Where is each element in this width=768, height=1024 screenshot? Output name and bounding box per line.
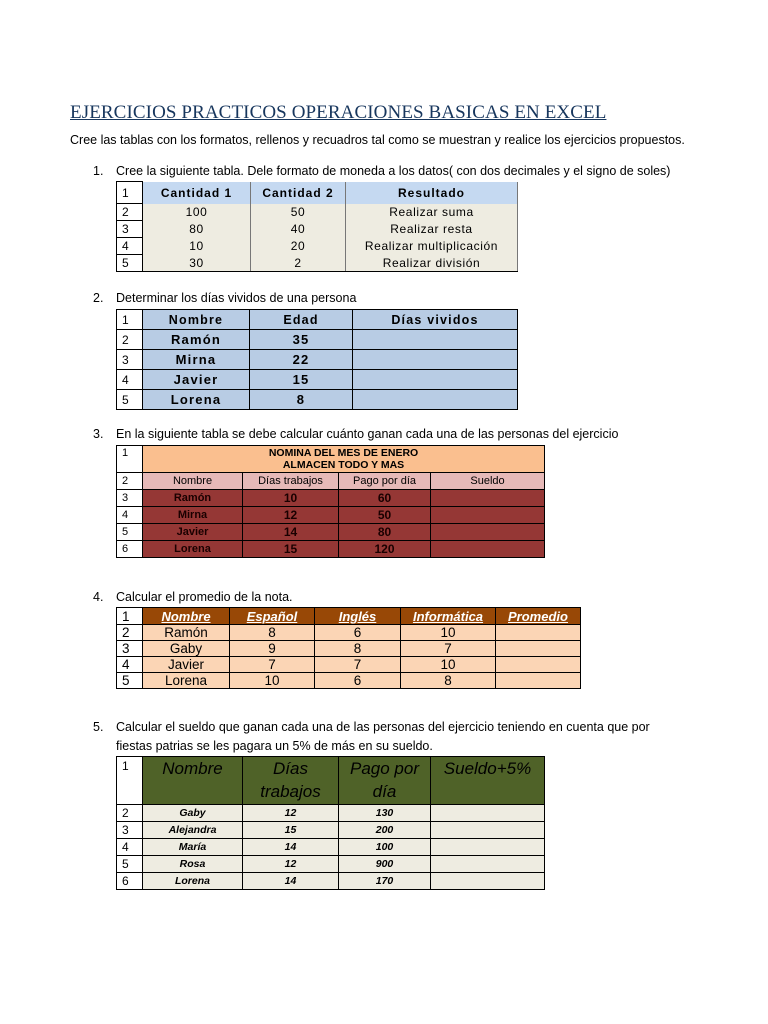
table-cell	[431, 873, 545, 890]
table-cell: 15	[243, 822, 339, 839]
row-number: 3	[117, 490, 143, 507]
table-cell	[431, 507, 545, 524]
table-cell: 12	[243, 507, 339, 524]
header-cell: Informática	[401, 608, 496, 625]
row-number: 5	[117, 390, 143, 410]
header-cell: Pago por día	[339, 473, 431, 490]
table-cell: 130	[339, 805, 431, 822]
row-number: 3	[117, 822, 143, 839]
table-cell: 35	[250, 330, 353, 350]
table-cell: 900	[339, 856, 431, 873]
table-cell	[496, 657, 581, 673]
table-cell	[431, 524, 545, 541]
table-cell: 14	[243, 873, 339, 890]
table-cell: 80	[339, 524, 431, 541]
table-cell: 12	[243, 856, 339, 873]
intro-text: Cree las tablas con los formatos, rellenos y recuadros tal como se muestran y realice los ejercicios propuestos.	[70, 133, 685, 147]
table-cell: 7	[401, 641, 496, 657]
exercise-4-table	[116, 607, 581, 689]
row-number: 3	[117, 641, 143, 657]
exercise-5-table	[116, 756, 545, 890]
exercise-5-instruction-line-2: fiestas patrias se les pagara un 5% de más en su sueldo.	[116, 739, 433, 753]
table-cell: Javier	[143, 657, 230, 673]
table-cell: 60	[339, 490, 431, 507]
table-cell	[431, 541, 545, 558]
row-number: 4	[117, 370, 143, 390]
table-cell: Gaby	[143, 641, 230, 657]
header-cell: Inglés	[315, 608, 401, 625]
exercise-4-instruction: 4. Calcular el promedio de la nota.	[93, 590, 293, 604]
row-number: 2	[117, 805, 143, 822]
table-title-line-2: ALMACEN TODO Y MAS	[282, 459, 405, 471]
table-cell: Lorena	[143, 390, 250, 410]
header-cell: Resultado	[346, 182, 518, 204]
table-cell	[431, 822, 545, 839]
row-number: 2	[117, 330, 143, 350]
table-cell: Javier	[143, 524, 243, 541]
table-cell: Realizar multiplicación	[346, 238, 518, 255]
header-cell: Promedio	[496, 608, 581, 625]
table-cell: 10	[401, 657, 496, 673]
row-number: 4	[117, 507, 143, 524]
table-cell: 8	[250, 390, 353, 410]
table-cell: 7	[230, 657, 315, 673]
table-cell: 14	[243, 839, 339, 856]
row-number: 3	[117, 221, 143, 238]
header-cell: Nombre	[143, 757, 243, 805]
table-cell: 6	[315, 625, 401, 641]
row-number: 5	[117, 255, 143, 272]
table-cell: Realizar resta	[346, 221, 518, 238]
row-number: 6	[117, 541, 143, 558]
table-cell: 200	[339, 822, 431, 839]
table-cell	[496, 625, 581, 641]
table-cell: 40	[251, 221, 346, 238]
row-number: 6	[117, 873, 143, 890]
table-cell: 8	[315, 641, 401, 657]
row-number: 4	[117, 238, 143, 255]
table-cell: 50	[251, 204, 346, 221]
table-cell: Realizar suma	[346, 204, 518, 221]
table-title	[143, 446, 545, 473]
exercise-2-instruction: 2. Determinar los días vividos de una persona	[93, 291, 357, 305]
table-cell	[353, 370, 518, 390]
table-cell: 20	[251, 238, 346, 255]
row-number: 1	[117, 446, 143, 473]
table-cell	[431, 805, 545, 822]
table-cell	[431, 490, 545, 507]
table-cell	[431, 856, 545, 873]
header-cell: Cantidad 2	[251, 182, 346, 204]
table-cell: 10	[401, 625, 496, 641]
row-number: 2	[117, 204, 143, 221]
table-cell: 15	[250, 370, 353, 390]
table-cell: Javier	[143, 370, 250, 390]
table-cell: 7	[315, 657, 401, 673]
header-cell: Cantidad 1	[143, 182, 251, 204]
table-cell: Realizar división	[346, 255, 518, 272]
table-cell	[431, 839, 545, 856]
header-cell: Edad	[250, 310, 353, 330]
table-cell	[353, 350, 518, 370]
table-title-line-1: NOMINA DEL MES DE ENERO	[268, 447, 419, 459]
header-cell: Nombre	[143, 473, 243, 490]
table-cell: 6	[315, 673, 401, 689]
table-cell: 170	[339, 873, 431, 890]
exercise-2-table	[116, 309, 518, 410]
header-cell: Sueldo	[431, 473, 545, 490]
row-number: 4	[117, 657, 143, 673]
row-number: 1	[117, 608, 143, 625]
table-cell: 9	[230, 641, 315, 657]
table-cell: 100	[143, 204, 251, 221]
table-cell: Mirna	[143, 350, 250, 370]
table-cell: Rosa	[143, 856, 243, 873]
table-cell: Ramón	[143, 330, 250, 350]
row-number: 3	[117, 350, 143, 370]
header-cell: Pago por día	[339, 757, 431, 805]
header-cell: Días trabajos	[243, 757, 339, 805]
row-number: 4	[117, 839, 143, 856]
table-cell	[353, 390, 518, 410]
exercise-3-table	[116, 445, 545, 558]
table-cell: 15	[243, 541, 339, 558]
table-cell	[496, 641, 581, 657]
table-cell: 30	[143, 255, 251, 272]
row-number: 2	[117, 473, 143, 490]
table-cell: Lorena	[143, 873, 243, 890]
header-cell: Español	[230, 608, 315, 625]
table-cell: 80	[143, 221, 251, 238]
table-cell: María	[143, 839, 243, 856]
table-cell: 12	[243, 805, 339, 822]
table-cell: 22	[250, 350, 353, 370]
row-number: 1	[117, 182, 143, 204]
table-cell: 10	[143, 238, 251, 255]
row-number: 5	[117, 524, 143, 541]
table-cell: 8	[401, 673, 496, 689]
row-number: 5	[117, 856, 143, 873]
table-cell: Gaby	[143, 805, 243, 822]
table-cell: Mirna	[143, 507, 243, 524]
table-cell: 2	[251, 255, 346, 272]
row-number: 1	[117, 757, 143, 805]
table-cell	[353, 330, 518, 350]
row-number: 5	[117, 673, 143, 689]
table-cell: 120	[339, 541, 431, 558]
exercise-5-instruction: 5. Calcular el sueldo que ganan cada una de las personas del ejercicio teniendo en cuenta que por	[93, 720, 650, 734]
header-cell: Nombre	[143, 310, 250, 330]
exercise-1-instruction: 1. Cree la siguiente tabla. Dele formato de moneda a los datos( con dos decimales y el signo de soles)	[93, 164, 671, 178]
table-cell: Lorena	[143, 673, 230, 689]
table-cell: 14	[243, 524, 339, 541]
header-cell: Sueldo+5%	[431, 757, 545, 805]
table-cell: 8	[230, 625, 315, 641]
table-cell: Ramón	[143, 625, 230, 641]
table-cell	[496, 673, 581, 689]
header-cell: Días trabajos	[243, 473, 339, 490]
table-cell: 50	[339, 507, 431, 524]
row-number: 2	[117, 625, 143, 641]
table-cell: 100	[339, 839, 431, 856]
table-cell: 10	[230, 673, 315, 689]
header-cell: Días vividos	[353, 310, 518, 330]
table-cell: Alejandra	[143, 822, 243, 839]
header-cell: Nombre	[143, 608, 230, 625]
exercise-3-instruction: 3. En la siguiente tabla se debe calcular cuánto ganan cada una de las personas del ejercicio	[93, 427, 619, 441]
exercise-1-table	[116, 181, 518, 272]
table-cell: 10	[243, 490, 339, 507]
row-number: 1	[117, 310, 143, 330]
table-cell: Lorena	[143, 541, 243, 558]
page-title: EJERCICIOS PRACTICOS OPERACIONES BASICAS EN EXCEL	[70, 102, 607, 123]
table-cell: Ramón	[143, 490, 243, 507]
